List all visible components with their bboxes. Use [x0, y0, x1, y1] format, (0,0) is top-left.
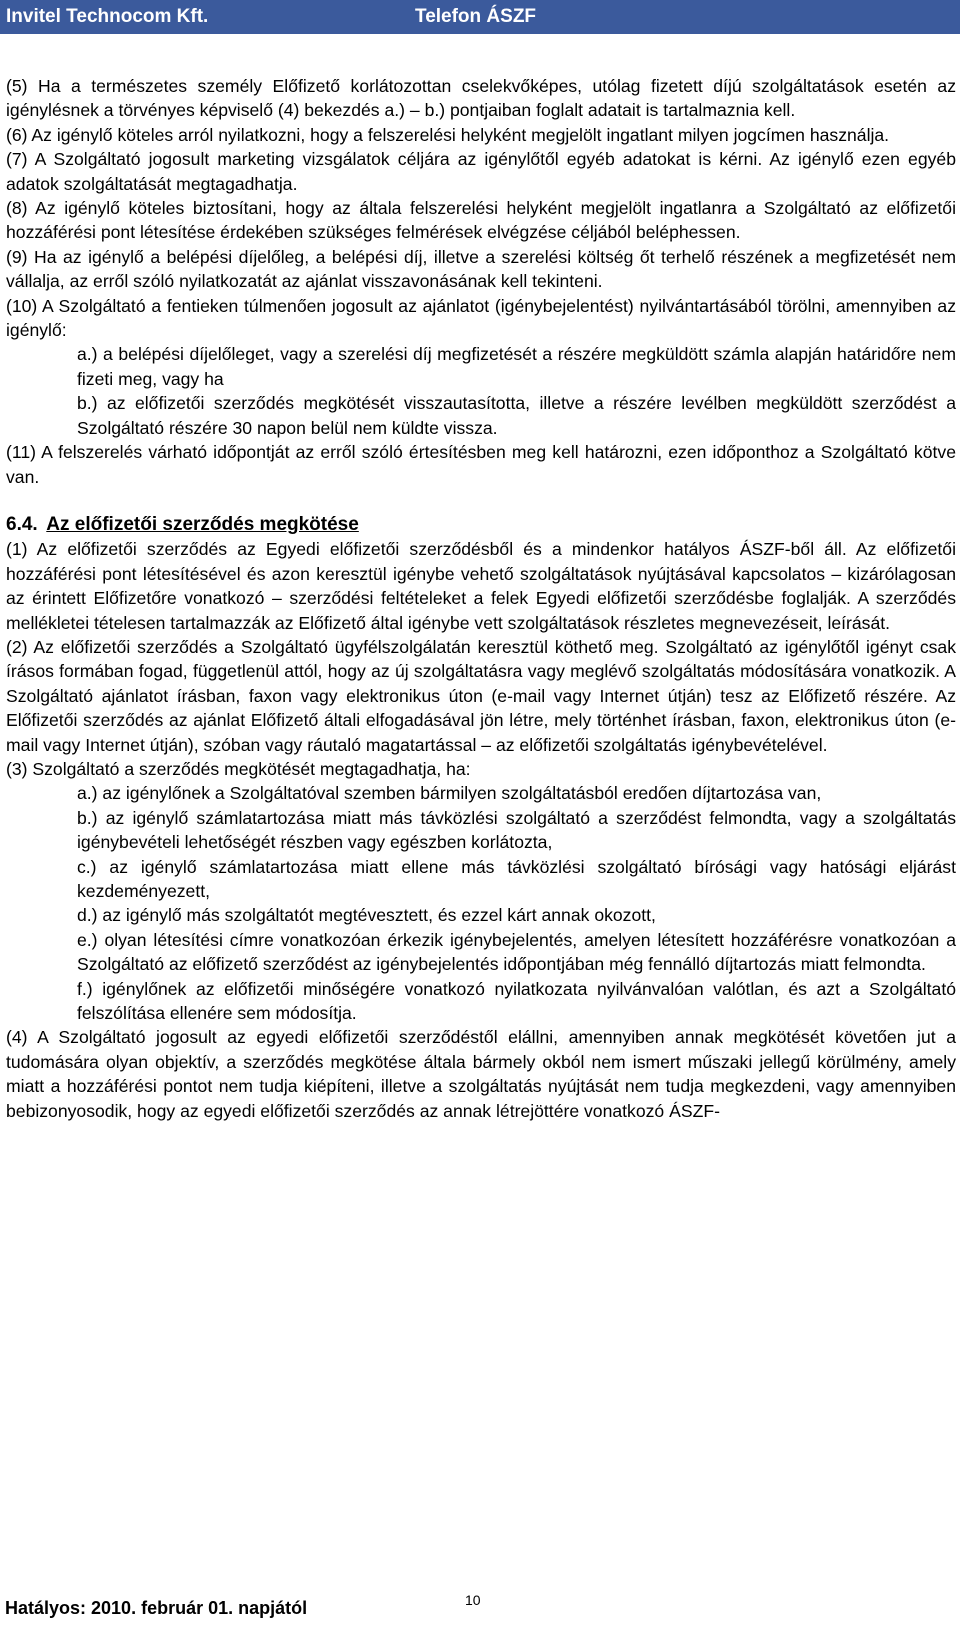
paragraph-7: (7) A Szolgáltató jogosult marketing vizsgálatok céljára az igénylőtől egyéb adatokat is kérni. Az igénylő ezen egyéb adatok szolgáltatását megtagadhatja.: [6, 149, 956, 194]
section-paragraph-3-d: d.) az igénylő más szolgáltatót megtévesztett, és ezzel kárt annak okozott,: [77, 905, 656, 926]
paragraph-10-b: b.) az előfizetői szerződés megkötését visszautasította, illetve a részére levélben megküldött szerződést a Szolgáltató részére 30 napon belül nem küldte vissza.: [77, 393, 956, 438]
document-body: [6, 74, 956, 1123]
section-paragraph-3-c: c.) az igénylő számlatartozása miatt ellene más távközlési szolgáltató bírósági vagy hatósági eljárást kezdeményezett,: [77, 856, 956, 901]
paragraph-8: (8) Az igénylő köteles biztosítani, hogy az általa felszerelési helyként megjelölt ingatlanra a Szolgáltató az előfizetői hozzáférési pont létesítése érdekében szükséges felmérések elvégzése céljából beléphessen.: [6, 198, 956, 243]
page-header: [0, 0, 960, 34]
validity-date: Hatályos: 2010. február 01. napjától: [5, 1598, 308, 1618]
section-paragraph-1: (1) Az előfizetői szerződés az Egyedi előfizetői szerződésből és a mindenkor hatályos ÁSZF-ből áll. Az előfizetői hozzáférési pont létesítésével és azon keresztül igénybe vehető szolgáltatások nyújtásával kapcsolatos – kizárólagosan az érintett Előfizetőre vonatkozó – szerződési feltételeket a felek Egyedi előfizetői szerződésbe foglalják. A szerződés mellékletei tételesen tartalmazzák az Előfizető által igénybe vett szolgáltatások részletes megnevezéseit, leírását.: [6, 539, 956, 633]
section-gap: [6, 489, 956, 513]
section-paragraph-3-e: e.) olyan létesítési címre vonatkozóan érkezik igénybejelentés, amelyen létesített hozzáférésre vonatkozóan a Szolgáltató az előfizető szerződést az igénybejelentés időpontjában még fennálló díjtartozás miatt felmondta.: [77, 929, 956, 975]
section-paragraph-3: (3) Szolgáltató a szerződés megkötését megtagadhatja, ha:: [6, 758, 471, 779]
section-paragraph-3-a: a.) az igénylőnek a Szolgáltatóval szemben bármilyen szolgáltatásból eredően díjtartozása van,: [77, 783, 822, 804]
section-heading: [6, 513, 956, 537]
section-title: Az előfizetői szerződés megkötése: [46, 513, 359, 535]
paragraph-5: (5) Ha a természetes személy Előfizető korlátozottan cselekvőképes, utólag fizetett díjú szolgáltatások esetén az igénylésnek a törvényes képviselő (4) bekezdés a.) – b.) pontjaiban foglalt adatait is tartalmaznia kell.: [6, 76, 956, 121]
paragraph-11: (11) A felszerelés várható időpontját az erről szóló értesítésben meg kell határozni, ezen időponthoz a Szolgáltató kötve van.: [6, 442, 956, 487]
paragraph-9: (9) Ha az igénylő a belépési díjelőleg, a belépési díj, illetve a szerelési költség őt terhelő részének a megfizetését nem vállalja, az erről szóló nyilatkozatát az ajánlat visszavonásának kell tekinteni.: [6, 246, 956, 292]
page-footer: [0, 1592, 960, 1627]
page-number: 10: [465, 1592, 481, 1608]
section-number: 6.4.: [6, 513, 38, 535]
section-paragraph-3-b: b.) az igénylő számlatartozása miatt más távközlési szolgáltató a szerződést felmondta, vagy a szolgáltatás igénybevételi lehetőségét részben vagy egészben korlátozta,: [77, 807, 956, 853]
section-paragraph-4: (4) A Szolgáltató jogosult az egyedi előfizetői szerződéstől elállni, amennyiben annak megkötését követően jut a tudomására olyan objektív, a szerződés megkötése általa bármely okból nem ismert műszaki jellegű körülmény, amely miatt a hozzáférési pontot nem tudja kiépíteni, illetve a szolgáltatás nyújtását nem tudja megkezdeni, vagy amennyiben bebizonyosodik, hogy az egyedi előfizetői szerződés az annak létrejöttére vonatkozó ÁSZF-: [6, 1027, 956, 1121]
company-name: Invitel Technocom Kft.: [6, 6, 209, 27]
section-paragraph-2: (2) Az előfizetői szerződés a Szolgáltató ügyfélszolgálatán keresztül köthető meg. Szolgáltató az igénylőtől igényt csak írásos formában fogad, függetlenül attól, hogy az új szolgáltatásra vagy meglévő szolgáltatás módosítására vonatkozik. A Szolgáltató ajánlatot írásban, faxon vagy elektronikus úton (e-mail vagy Internet útján) tesz az Előfizető részére. Az Előfizetői szerződés az ajánlat Előfizető általi elfogadásával jön létre, mely történhet írásban, faxon, elektronikus úton (e-mail vagy Internet útján), szóban vagy ráutaló magatartással – az előfizetői szolgáltatás igénybevételével.: [6, 636, 956, 755]
document-name: Telefon ÁSZF: [415, 6, 537, 27]
paragraph-6: (6) Az igénylő köteles arról nyilatkozni, hogy a felszerelési helyként megjelölt ingatlant milyen jogcímen használja.: [6, 124, 890, 145]
section-paragraph-3-f: f.) igénylőnek az előfizetői minőségére vonatkozó nyilatkozata nyilvánvalóan valótlan, és azt a Szolgáltató felszólítása ellenére sem módosítja.: [77, 978, 956, 1024]
paragraph-10-a: a.) a belépési díjelőleget, vagy a szerelési díj megfizetését a részére megküldött számla alapján határidőre nem fizeti meg, vagy ha: [77, 344, 956, 389]
paragraph-10: (10) A Szolgáltató a fentieken túlmenően jogosult az ajánlatot (igénybejelentést) nyilvántartásából törölni, amennyiben az igénylő:: [6, 295, 956, 341]
